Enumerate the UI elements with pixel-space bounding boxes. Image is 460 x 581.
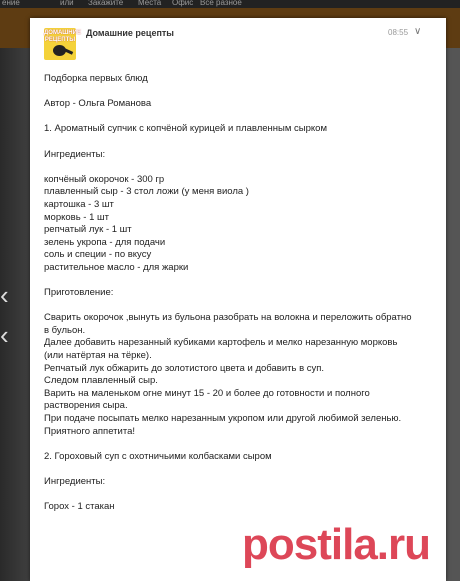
message-line: Подборка первых блюд <box>44 73 148 84</box>
watermark: postila.ru <box>242 520 431 569</box>
top-menu-item[interactable]: или <box>60 0 74 7</box>
message-line <box>44 111 434 124</box>
background-right <box>446 48 460 581</box>
message-line: Автор - Ольга Романова <box>44 98 152 110</box>
top-menu-item[interactable]: Всё разное <box>200 0 242 7</box>
logo-text: ДОМАШНИЕ РЕЦЕПТЫ <box>44 30 81 43</box>
message-card <box>30 18 446 581</box>
message-line <box>44 463 434 476</box>
message-line: (или натёртая на тёрке). <box>44 350 152 362</box>
message-line <box>44 300 434 313</box>
message-line: Следом плавленный сыр. <box>44 375 158 387</box>
message-line: Горох - 1 стакан <box>44 501 115 513</box>
message-line <box>44 489 434 502</box>
top-menu-item[interactable]: ение <box>2 0 20 7</box>
message-line: 1. Ароматный супчик с копчёной курицей и плавленным сырком <box>44 123 327 135</box>
message-line: плавленный сыр - 3 стол ложи (у меня виола ) <box>44 186 249 198</box>
message-line <box>44 86 434 99</box>
top-menu-strip <box>0 0 460 8</box>
sender-name[interactable]: Домашние рецепты <box>86 28 174 38</box>
message-line: 2. Гороховый суп с охотничьими колбасками сыром <box>44 450 272 462</box>
top-menu-item[interactable]: Места <box>138 0 162 7</box>
message-line <box>44 161 434 174</box>
message-line: в бульон. <box>44 324 86 336</box>
message-line: Ингредиенты: <box>44 476 106 487</box>
message-line: репчатый лук - 1 шт <box>44 224 132 236</box>
chevron-left-icon[interactable]: ‹ <box>0 320 9 350</box>
message-line: Приготовление: <box>44 287 114 299</box>
message-time: 08:55 <box>388 28 409 37</box>
message-line: соль и специи - по вкусу <box>44 249 152 261</box>
message-line <box>44 136 434 149</box>
top-menu-item[interactable]: Офис <box>172 0 194 7</box>
message-line: морковь - 1 шт <box>44 211 109 223</box>
message-line: зелень укропа - для подачи <box>44 236 166 248</box>
message-line: Сварить окорочок ,вынуть из бульона разобрать на волокна и переложить обратно <box>44 312 412 324</box>
message-line: Ингредиенты: <box>44 148 106 160</box>
chevron-down-icon[interactable]: ∨ <box>414 26 422 37</box>
pan-handle-icon <box>64 48 73 55</box>
chevron-left-icon[interactable]: ‹ <box>0 280 9 310</box>
message-line: растительное масло - для жарки <box>44 261 189 273</box>
message-line: Варить на маленьком огне минут 15 - 20 и более до готовности и полного <box>44 387 370 399</box>
sender-avatar[interactable] <box>44 28 81 60</box>
message-body <box>44 73 434 514</box>
message-line: растворения сыра. <box>44 400 128 412</box>
message-line: картошка - 3 шт <box>44 198 114 210</box>
message-line: При подаче посыпать мелко нарезанным укропом или другой любимой зеленью. <box>44 413 402 425</box>
message-line: копчёный окорочок - 300 гр <box>44 173 165 185</box>
message-line <box>44 275 434 288</box>
message-line: Приятного аппетита! <box>44 425 135 437</box>
message-line: Репчатый лук обжарить до золотистого цвета и добавить в суп. <box>44 362 325 374</box>
message-line: Далее добавить нарезанный кубиками картофель и мелко нарезанную морковь <box>44 337 398 349</box>
message-line <box>44 438 434 451</box>
top-menu-item[interactable]: Закажите <box>88 0 124 7</box>
